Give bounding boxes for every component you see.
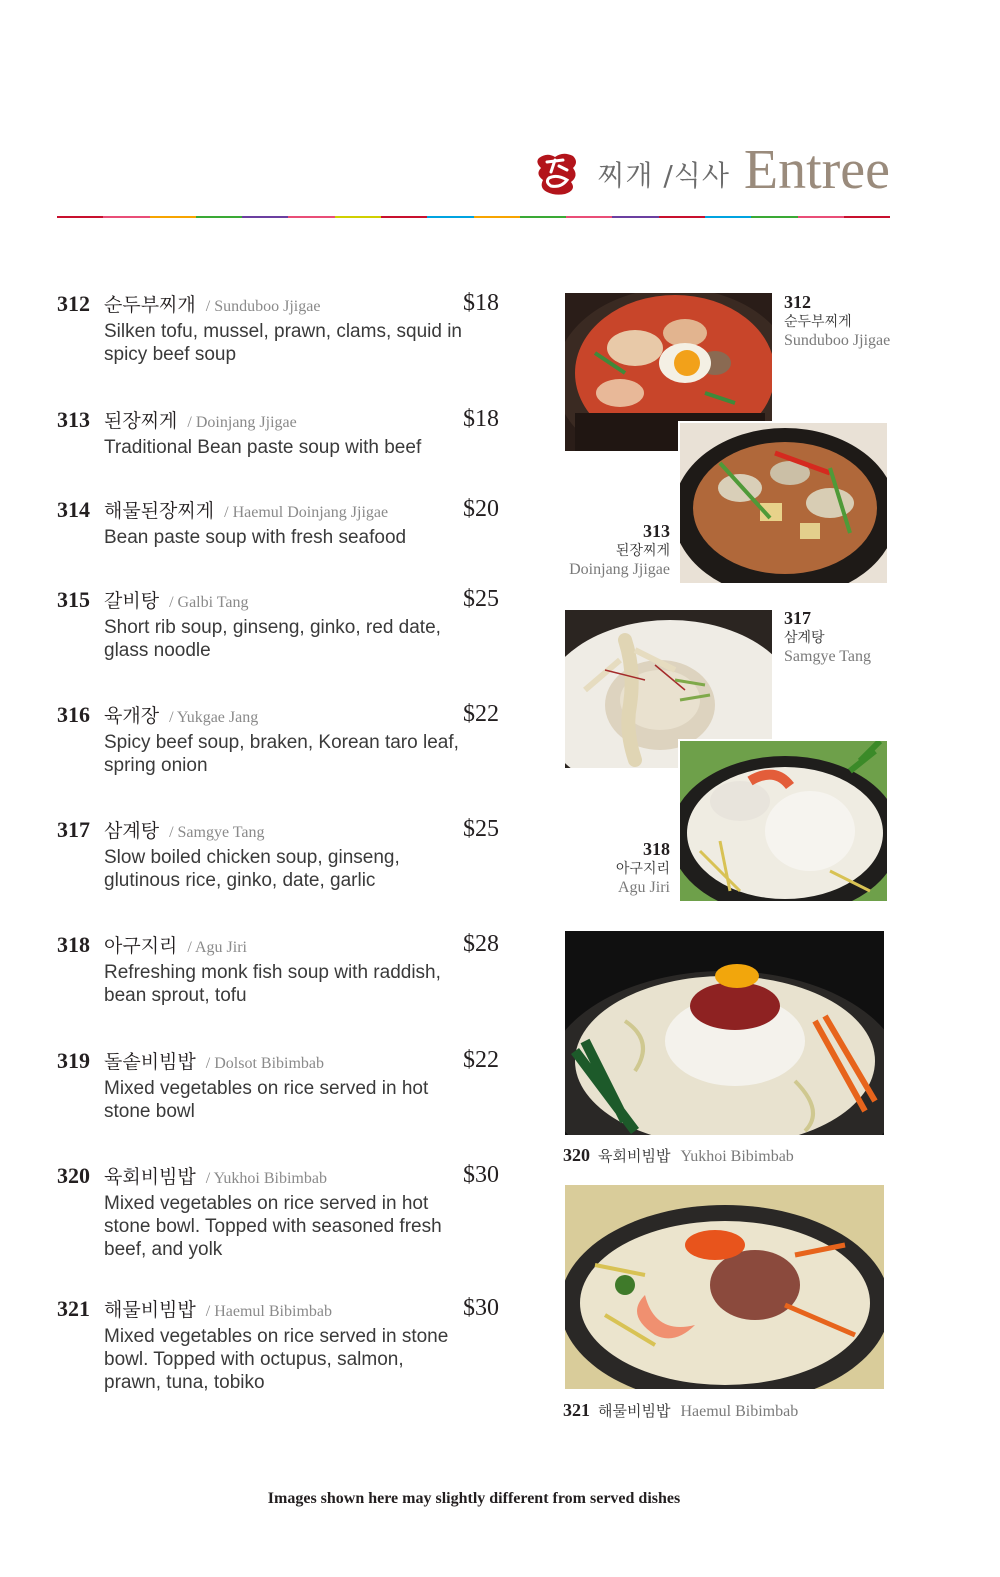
- item-price: $18: [463, 290, 499, 316]
- menu-item-321: [57, 1295, 507, 1394]
- item-description: Silken tofu, mussel, prawn, clams, squid in spicy beef soup: [104, 321, 462, 365]
- rule-segment: [612, 216, 658, 218]
- menu-item-313: [57, 406, 507, 459]
- rule-segment: [520, 216, 566, 218]
- rule-segment: [242, 216, 288, 218]
- caption-korean: 해물비빔밥: [598, 1402, 671, 1420]
- rule-segment: [659, 216, 705, 218]
- item-price: $28: [463, 931, 499, 957]
- item-romanized-name: / Sunduboo Jjigae: [205, 298, 321, 315]
- item-korean-name: 해물비빔밥: [104, 1299, 196, 1321]
- menu-item-319: [57, 1047, 507, 1123]
- item-korean-name: 된장찌게: [104, 410, 178, 432]
- item-price: $30: [463, 1162, 499, 1188]
- menu-item-318: [57, 931, 507, 1007]
- rule-segment: [381, 216, 427, 218]
- item-description: Slow boiled chicken soup, ginseng, glutinous rice, ginko, date, garlic: [104, 847, 400, 891]
- caption-312: [784, 291, 890, 351]
- restaurant-logo-icon: [533, 148, 583, 198]
- item-number: 320: [57, 1163, 90, 1188]
- rule-segment: [566, 216, 612, 218]
- menu-item-316: [57, 701, 507, 777]
- item-korean-name: 육개장: [104, 705, 160, 727]
- item-number: 316: [57, 702, 90, 727]
- item-korean-name: 삼계탕: [104, 820, 160, 842]
- item-romanized-name: / Haemul Doinjang Jjigae: [224, 504, 389, 521]
- caption-number: 318: [643, 839, 670, 859]
- rule-segment: [427, 216, 473, 218]
- caption-321: [563, 1400, 798, 1421]
- rule-segment: [150, 216, 196, 218]
- page-header: [533, 140, 890, 210]
- caption-number: 321: [563, 1400, 590, 1420]
- item-korean-name: 아구지리: [104, 935, 178, 957]
- item-price: $22: [463, 701, 499, 727]
- item-number: 313: [57, 407, 90, 432]
- rule-segment: [103, 216, 149, 218]
- item-number: 312: [57, 291, 90, 316]
- photo-haemul-bibimbab: [565, 1185, 884, 1389]
- item-romanized-name: / Haemul Bibimbab: [205, 1303, 332, 1320]
- rule-segment: [844, 216, 890, 218]
- caption-korean: 삼계탕: [784, 629, 825, 646]
- photo-doinjang-jjigae: [680, 423, 887, 583]
- photo-agu-jiri: [680, 741, 887, 901]
- item-price: $30: [463, 1295, 499, 1321]
- item-korean-name: 순두부찌개: [104, 294, 196, 316]
- item-number: 319: [57, 1048, 90, 1073]
- item-description: Refreshing monk fish soup with raddish, bean sprout, tofu: [104, 962, 441, 1006]
- item-number: 315: [57, 587, 90, 612]
- caption-korean: 육회비빔밥: [598, 1147, 671, 1165]
- item-description: Mixed vegetables on rice served in hot stone bowl: [104, 1078, 429, 1122]
- caption-korean: 아구지리: [615, 860, 670, 877]
- header-divider: [57, 216, 890, 218]
- caption-korean: 된장찌게: [615, 542, 670, 559]
- rule-segment: [335, 216, 381, 218]
- item-price: $18: [463, 406, 499, 432]
- section-title-english: Entree: [743, 139, 890, 201]
- item-romanized-name: / Galbi Tang: [169, 594, 249, 611]
- item-romanized-name: / Agu Jiri: [187, 939, 247, 956]
- item-description: Mixed vegetables on rice served in hot stone bowl. Topped with seasoned fresh beef, and yolk: [104, 1193, 442, 1260]
- item-romanized-name: / Yukhoi Bibimbab: [205, 1170, 327, 1187]
- caption-318: [565, 838, 670, 898]
- menu-item-315: [57, 586, 507, 662]
- rule-segment: [474, 216, 520, 218]
- item-number: 314: [57, 497, 90, 522]
- item-korean-name: 갈비탕: [104, 590, 160, 612]
- rule-segment: [196, 216, 242, 218]
- item-romanized-name: / Dolsot Bibimbab: [205, 1055, 325, 1072]
- rule-segment: [288, 216, 334, 218]
- caption-320: [563, 1145, 794, 1166]
- rule-segment: [798, 216, 844, 218]
- section-title-korean: 찌개 /식사: [597, 159, 730, 192]
- item-romanized-name: / Doinjang Jjigae: [187, 414, 297, 431]
- footer-disclaimer: Images shown here may slightly different from served dishes: [267, 1490, 681, 1507]
- menu-item-312: [57, 290, 507, 366]
- menu-item-314: [57, 496, 507, 549]
- item-description: Bean paste soup with fresh seafood: [104, 527, 407, 548]
- caption-romanized: Sunduboo Jjigae: [784, 332, 891, 349]
- caption-romanized: Agu Jiri: [618, 879, 670, 896]
- item-korean-name: 해물된장찌게: [104, 500, 215, 522]
- item-description: Short rib soup, ginseng, ginko, red date, glass noodle: [104, 617, 441, 661]
- item-number: 321: [57, 1296, 90, 1321]
- photo-yukhoi-bibimbab: [565, 931, 884, 1135]
- caption-romanized: Doinjang Jjigae: [569, 561, 670, 578]
- caption-number: 313: [643, 521, 670, 541]
- menu-item-320: [57, 1162, 507, 1261]
- rule-segment: [57, 216, 103, 218]
- item-number: 317: [57, 817, 90, 842]
- item-romanized-name: / Yukgae Jang: [169, 709, 259, 726]
- item-description: Traditional Bean paste soup with beef: [104, 437, 422, 458]
- item-number: 318: [57, 932, 90, 957]
- caption-number: 317: [784, 608, 811, 628]
- caption-number: 320: [563, 1145, 590, 1165]
- caption-korean: 순두부찌게: [784, 313, 852, 330]
- item-romanized-name: / Samgye Tang: [169, 824, 265, 841]
- caption-313: [555, 520, 670, 580]
- item-price: $22: [463, 1047, 499, 1073]
- caption-number: 312: [784, 292, 811, 312]
- item-korean-name: 육회비빔밥: [104, 1166, 196, 1188]
- item-description: Mixed vegetables on rice served in stone bowl. Topped with octupus, salmon, prawn, tuna, tobiko: [104, 1326, 449, 1393]
- item-price: $25: [463, 816, 499, 842]
- item-korean-name: 돌솥비빔밥: [104, 1051, 196, 1073]
- caption-317: [784, 607, 871, 667]
- rule-segment: [705, 216, 751, 218]
- item-description: Spicy beef soup, braken, Korean taro leaf, spring onion: [104, 732, 459, 776]
- rule-segment: [751, 216, 797, 218]
- caption-romanized: Haemul Bibimbab: [680, 1403, 799, 1420]
- item-price: $20: [463, 496, 499, 522]
- caption-romanized: Yukhoi Bibimbab: [680, 1148, 794, 1165]
- menu-item-317: [57, 816, 507, 892]
- item-price: $25: [463, 586, 499, 612]
- caption-romanized: Samgye Tang: [784, 648, 872, 665]
